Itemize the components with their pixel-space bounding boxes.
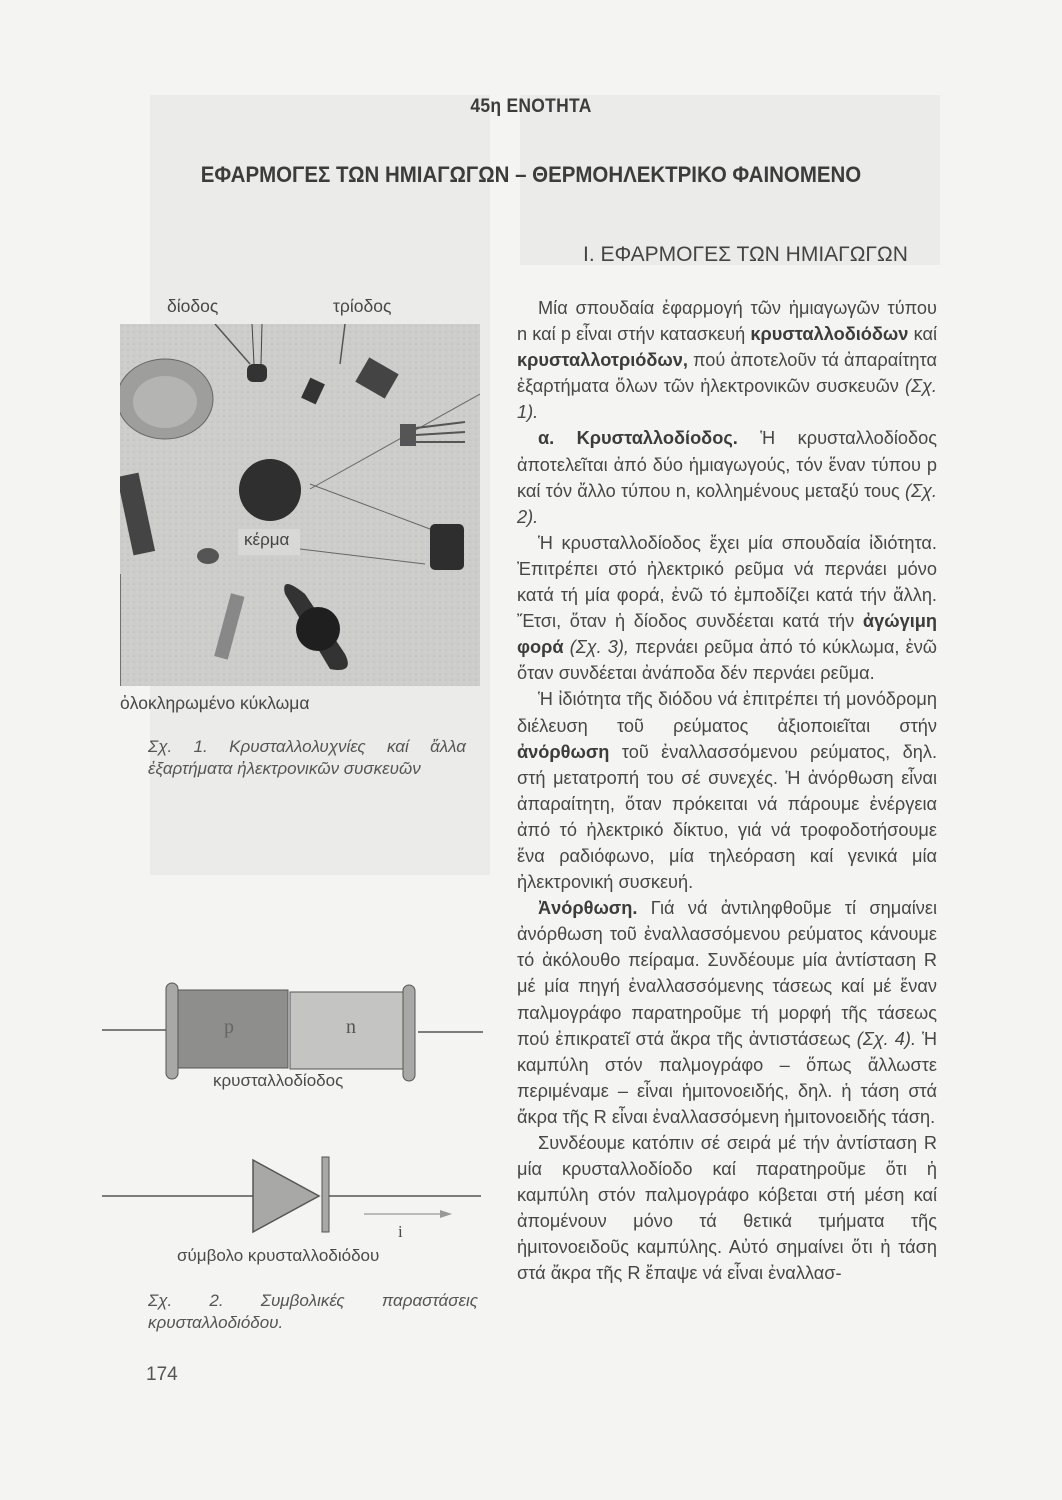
diode-label: κρυσταλλοδίοδος [213,1071,344,1090]
figure2-caption: Σχ. 2. Συμβολικές παραστάσεις κρυσταλλοδιόδου. [148,1291,478,1332]
p-label: p [224,1016,234,1038]
figure-reference: (Σχ. 2). [517,480,937,527]
label-triode: τρίοδος [333,296,392,316]
symbol-label: σύμβολο κρυσταλλοδιόδου [177,1246,380,1265]
inline-heading: α. Κρυσταλλοδίοδος. [538,428,738,449]
paragraph-intro: Μία σπουδαία ἐφαρμογή τῶν ἡμιαγωγῶν τύπου n καί p εἶναι στήν κατασκευή κρυσταλλοδιόδων καί κρυσταλλοτριόδων, πού ἀποτελοῦν τά ἀπαραίτητα ἐξαρτήματα ὅλων τῶν ἡλεκτρονικῶν συσκευῶν (Σχ. 1). [517,298,937,423]
diode-triangle-icon [253,1160,319,1232]
label-integrated-circuit: ὀλοκληρωμένο κύκλωμα [120,693,310,713]
body-text [517,295,937,1287]
current-label: i [398,1222,403,1241]
diode-diagram [90,975,490,1245]
label-diode: δίοδος [167,296,219,316]
n-label: n [346,1016,356,1038]
paragraph-crystal-diode: α. Κρυσταλλοδίοδος. Ἡ κρυσταλλοδίοδος ἀποτελεῖται ἀπό δύο ἡμιαγωγούς, τόν ἕναν τύπου p καί τόν ἄλλο τύπου n, κολλημένους μεταξύ τους (Σχ. 2). [517,428,937,527]
figure1-caption: Σχ. 1. Κρυσταλλολυχνίες καί ἄλλα ἐξαρτήματα ἠλεκτρονικῶν συσκευῶν [148,737,466,778]
figure-reference: (Σχ. 3), [563,637,629,658]
paragraph-rectification-use: Ἡ ἰδιότητα τῆς διόδου νά ἐπιτρέπει τή μονόδρομη διέλευση τοῦ ρεύματος ἀξιοποιεῖται στήν ἀνόρθωση τοῦ ἐναλλασσόμενου ρεύματος, δηλ. στή μετατροπή του σέ συνεχές. Ἡ ἀνόρθωση εἶναι ἀπαραίτητη, ὅταν πρόκειται νά πάρουμε ἐνέργεια ἀπό τό ἠλεκτρικό δίκτυο, γιά νά τροφοδοτήσουμε ἕνα ραδιόφωνο, μία τηλεόραση καί γενικά μία ἠλεκτρονική συσκευή. [517,689,937,893]
figure-reference: (Σχ. 1). [517,376,937,423]
components-photo-drawing [120,324,480,686]
label-coin: κέρμα [244,530,290,549]
capacitor-icon [197,548,219,564]
paragraph-rectification: Ἀνόρθωση. Γιά νά ἀντιληφθοῦμε τί σημαίνει ἀνόρθωση τοῦ ἐναλλασσόμενου ρεύματος κάνουμε τό ἀκόλουθο πείραμα. Συνδέουμε μία ἀντίσταση R μέ μία πηγή ἐναλλασσόμενης τάσεως καί μέ ἕναν παλμογράφο παρατηροῦμε τή μορφή τῆς τάσεως πού ἐπικρατεῖ στά ἄκρα τῆς ἀντιστάσεως (Σχ. 4). Ἡ καμπύλη στόν παλμογράφο – ὅπως ἄλλωστε περιμέναμε – εἶναι ἡμιτονοειδής, δηλ. ἡ τάση στά ἄκρα τῆς R εἶναι ἐναλλασσόμενη ἡμιτονοειδής τάση. [517,898,937,1127]
section-heading: 45η ΕΝΟΤΗΤΑ [470,96,592,117]
coin-icon [239,459,301,521]
components-photo [120,324,480,686]
page-title: ΕΦΑΡΜΟΓΕΣ ΤΩΝ ΗΜΙΑΓΩΓΩΝ – ΘΕΡΜΟΗΛΕΚΤΡΙΚΟ ΦΑΙΝΟΜΕΝΟ [200,162,862,187]
diode-component-icon [247,364,267,382]
inline-heading: Ἀνόρθωση. [538,898,638,919]
end-cap-right [403,985,415,1081]
figure-reference: (Σχ. 4). [856,1028,917,1049]
transistor-icon [400,424,416,446]
subsection-title: Ι. ΕΦΑΡΜΟΓΕΣ ΤΩΝ ΗΜΙΑΓΩΓΩΝ [583,243,908,266]
paragraph-property: Ἡ κρυσταλλοδίοδος ἔχει μία σπουδαία ἰδιότητα. Ἐπιτρέπει στό ἠλεκτρικό ρεῦμα νά περνάει μόνο κατά τή μία φορά, ἐνῶ τό ἐμποδίζει κατά τήν ἄλλη. Ἔτσι, ὅταν ἡ δίοδος συνδέεται κατά τήν ἀγώγιμη φορά (Σχ. 3), περνάει ρεῦμα ἀπό τό κύκλωμα, ἐνῶ ὅταν συνδέεται ἀνάποδα δέν περνάει ρεῦμα. [517,532,937,684]
page-number: 174 [146,1364,178,1385]
block-component-icon [430,524,464,570]
current-arrowhead-icon [440,1210,452,1218]
diode-bar-icon [322,1157,329,1232]
end-cap-left [166,983,178,1079]
paragraph-experiment: Συνδέουμε κατόπιν σέ σειρά μέ τήν ἀντίσταση R μία κρυσταλλοδίοδο καί παρατηροῦμε ὅτι ἡ καμπύλη στόν παλμογράφο κόβεται στή μέση καί ἀπομένουν μόνο τά θετικά τμήματα τῆς ἡμιτονοειδοῦς καμπύλης. Αὐτό σημαίνει ὅτι ἡ τάση στά ἄκρα τῆς R ἔπαψε νά εἶναι ἐναλλασ- [517,1133,937,1284]
